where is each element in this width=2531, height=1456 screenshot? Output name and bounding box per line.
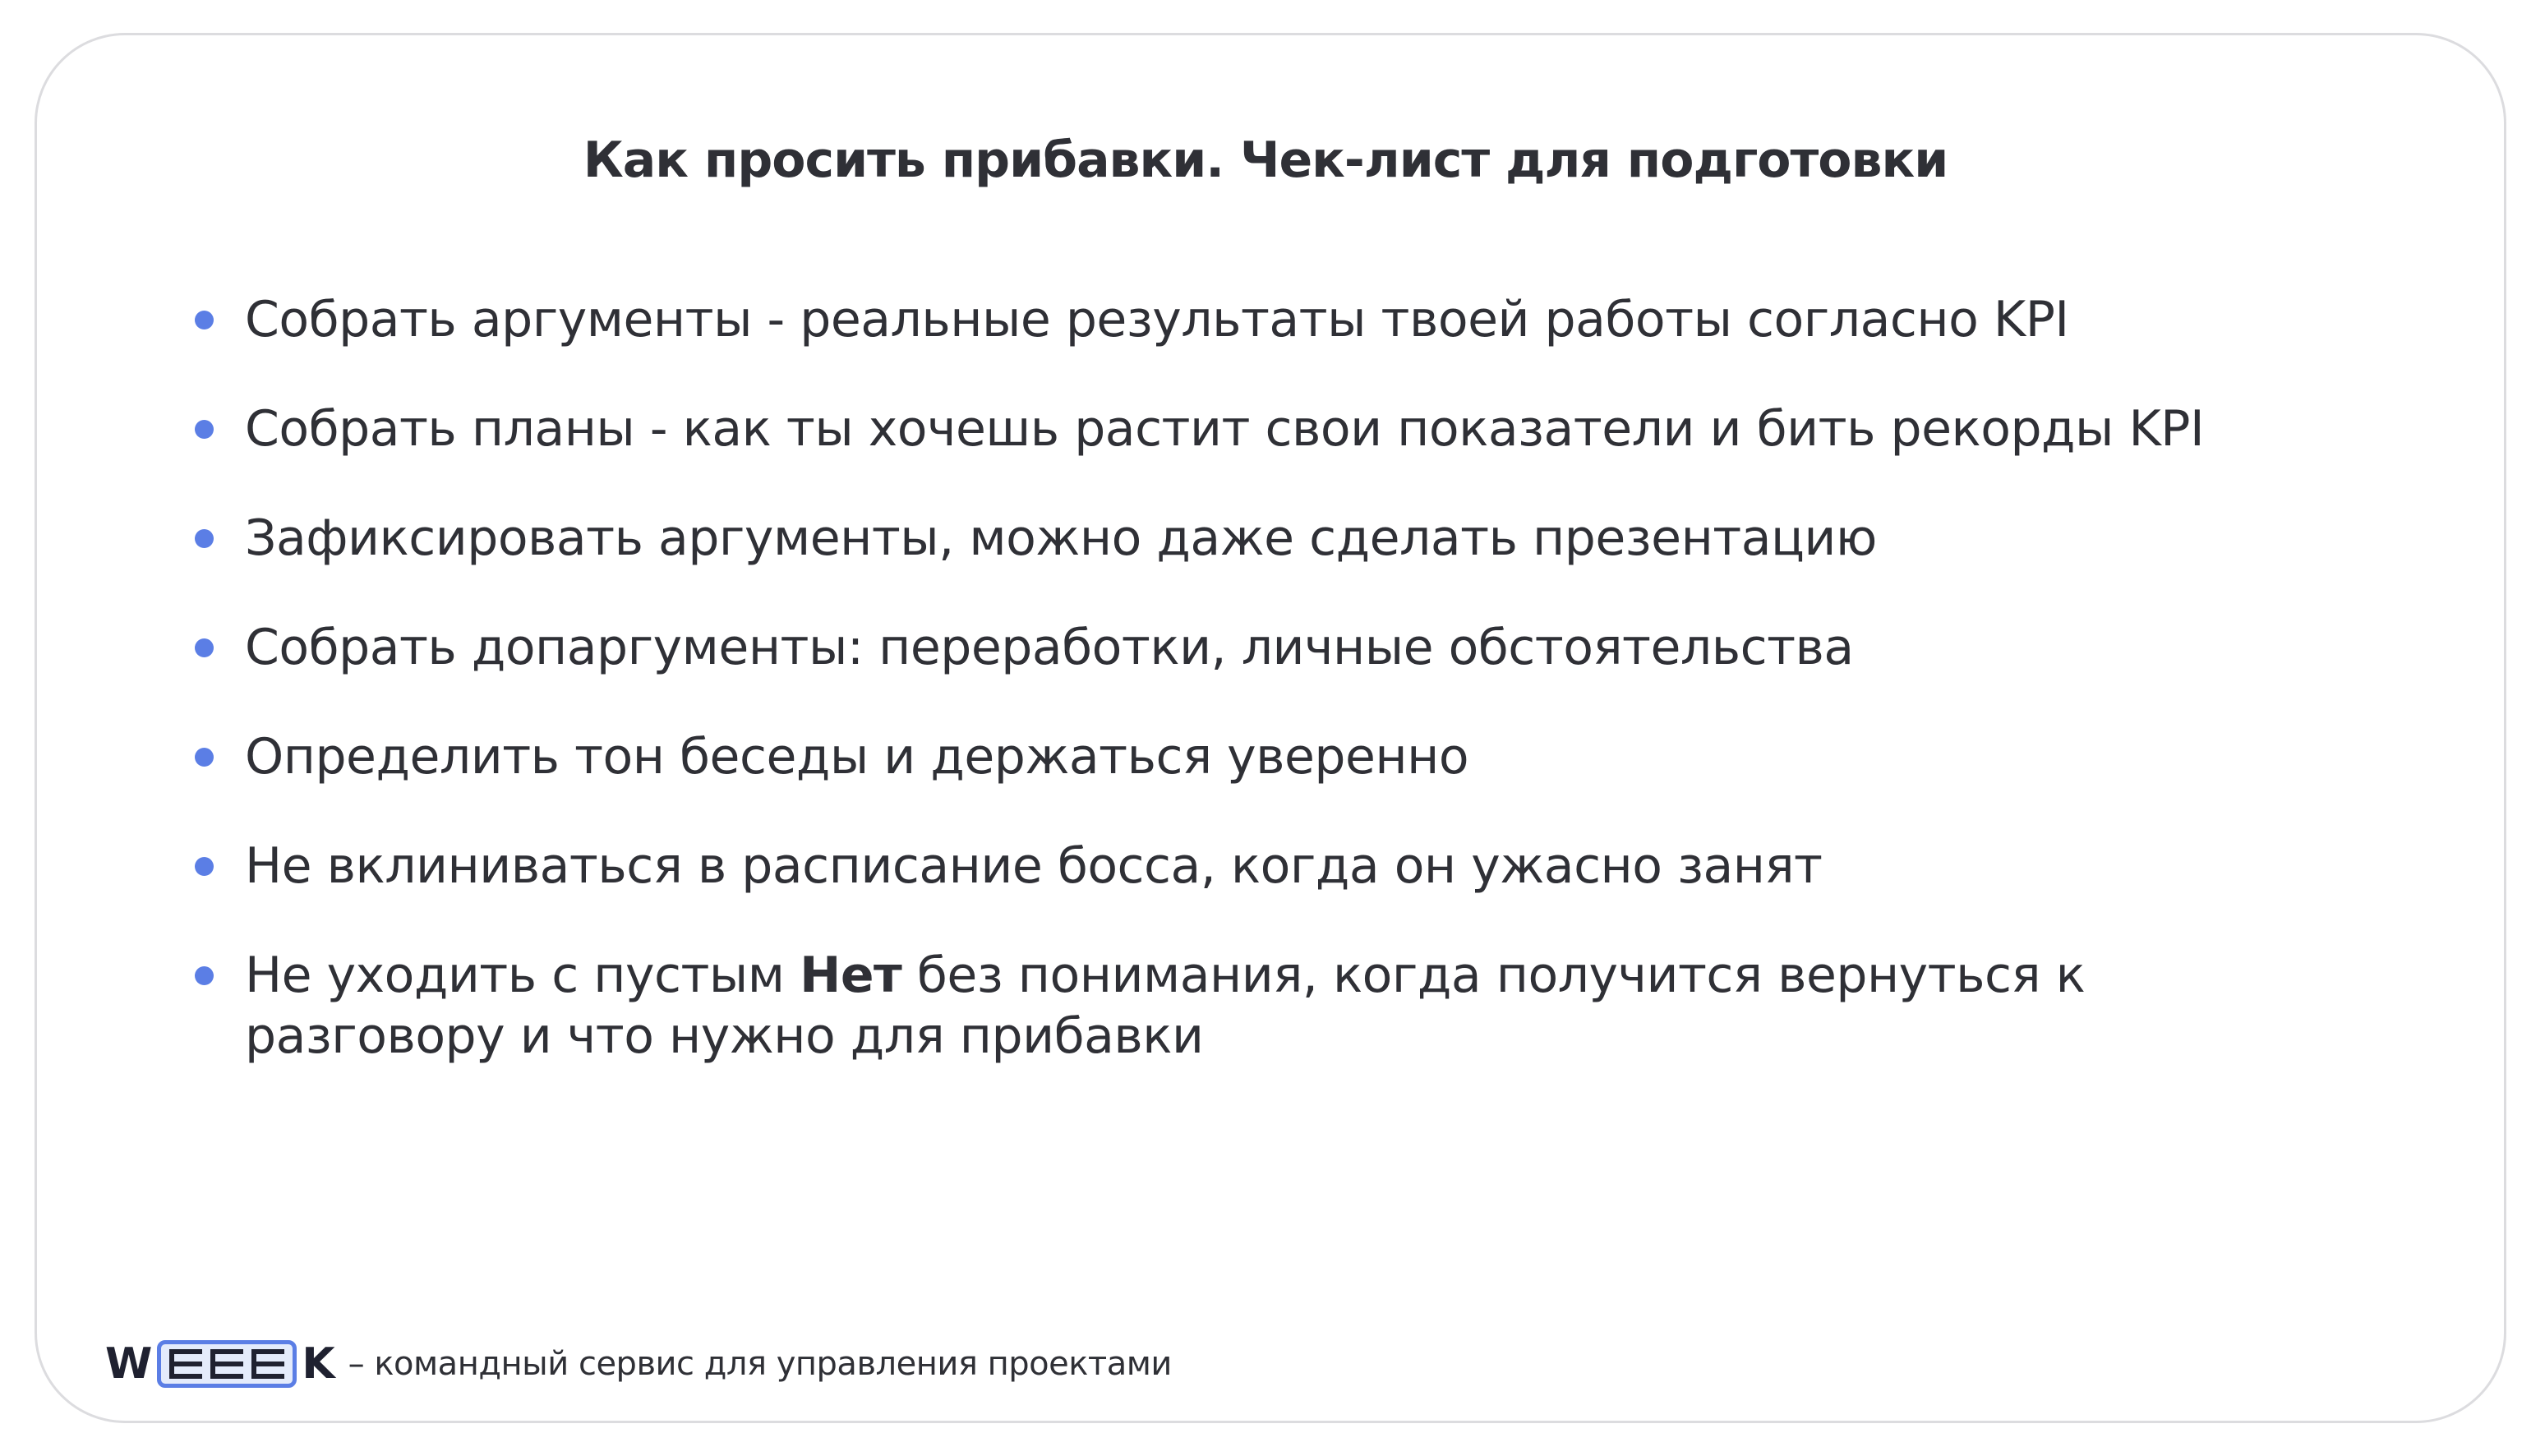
list-item-text: Собрать планы - как ты хочешь растит свои показатели и бить рекорды KPI [245, 400, 2205, 458]
checklist [191, 289, 2360, 1115]
list-item-text-start: Не уходить с пустым [245, 947, 800, 1004]
weeek-logo-icon [105, 1340, 335, 1388]
list-item [191, 945, 2360, 1067]
list-item-text-end: без понимания, когда получится вернуться к разговору и что нужно для прибавки [245, 947, 2086, 1065]
bullet-dot-icon [195, 748, 214, 767]
bullet-dot-icon [195, 529, 214, 548]
list-item [191, 399, 2360, 459]
list-item [191, 836, 2360, 896]
list-item-text: Собрать допаргументы: переработки, личные обстоятельства [245, 619, 1854, 676]
footer-tagline: – командный сервис для управления проектами [348, 1345, 1172, 1383]
list-item [191, 617, 2360, 678]
list-item-text: Определить тон беседы и держаться уверенно [245, 728, 1469, 786]
logo-letter-k: K [302, 1339, 335, 1389]
bullet-dot-icon [195, 420, 214, 439]
list-item [191, 726, 2360, 787]
bullet-dot-icon [195, 638, 214, 657]
logo-box [157, 1340, 297, 1388]
logo-e-glyph [169, 1349, 202, 1379]
list-item-text [245, 947, 2085, 1065]
logo-letter-w: W [105, 1339, 153, 1389]
list-item-text: Не вклиниваться в расписание босса, когда он ужасно занят [245, 837, 1823, 895]
logo-e-glyph [210, 1349, 243, 1379]
footer [105, 1339, 1172, 1389]
list-item [191, 508, 2360, 569]
list-item-text: Зафиксировать аргументы, можно даже сделать презентацию [245, 509, 1877, 567]
list-item [191, 289, 2360, 350]
bullet-dot-icon [195, 966, 214, 985]
list-item-text-bold: Нет [800, 947, 902, 1004]
list-item-text: Собрать аргументы - реальные результаты твоей работы согласно KPI [245, 291, 2069, 348]
bullet-dot-icon [195, 857, 214, 876]
bullet-dot-icon [195, 311, 214, 329]
page-title: Как просить прибавки. Чек-лист для подготовки [583, 131, 1948, 189]
logo-e-glyph [251, 1349, 284, 1379]
